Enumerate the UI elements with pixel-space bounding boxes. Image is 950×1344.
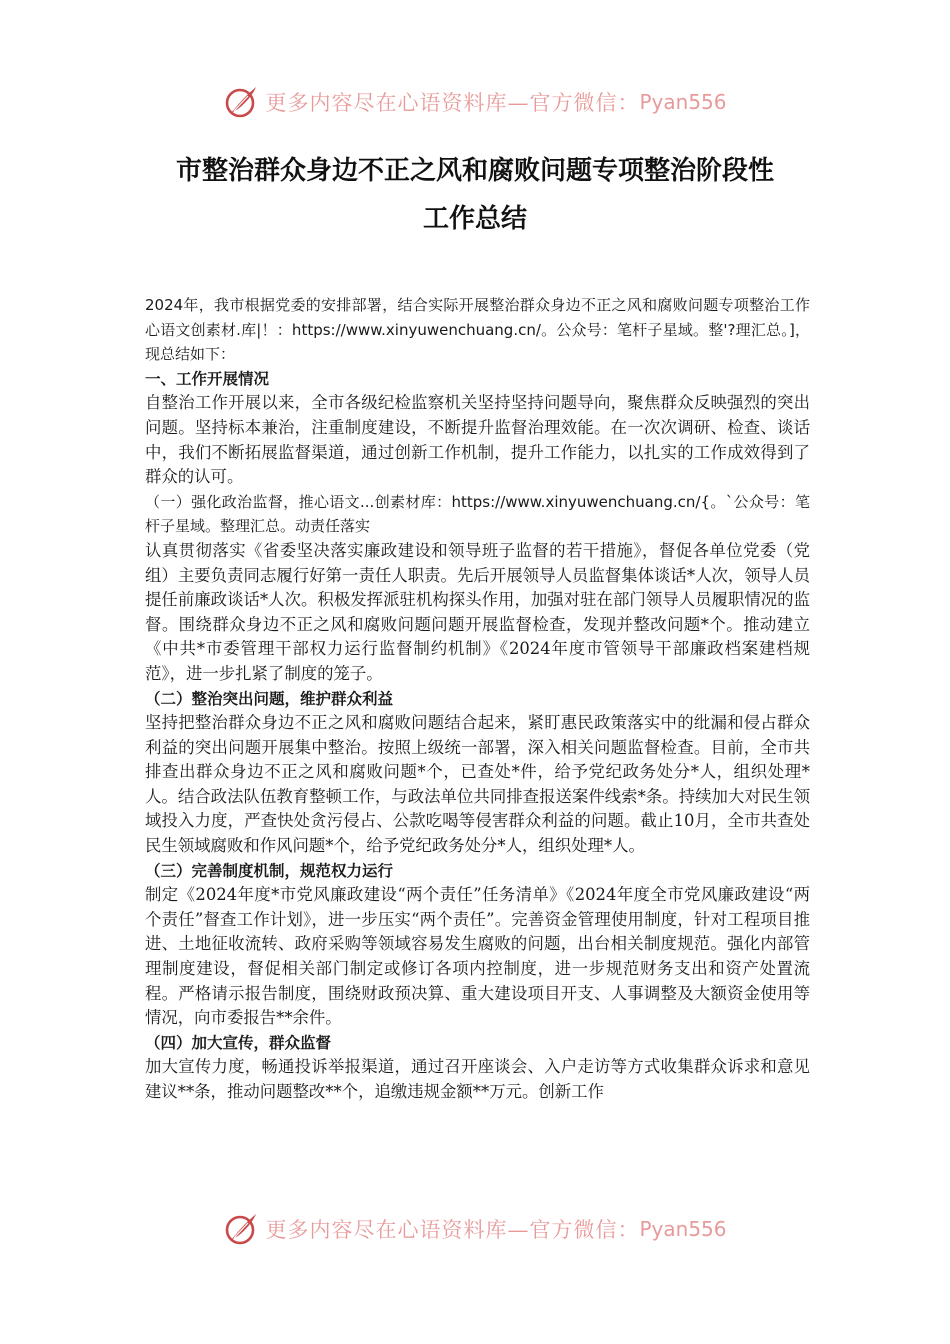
quill-pen-logo-icon: [223, 84, 259, 120]
watermark-wechat-id: Pyan556: [639, 1217, 727, 1241]
subsection-heading-political-supervision: （一）强化政治监督，推心语文...创素材库：https://www.xinyuwenchuang.cn/{。`公众号：笔杆子星域。整理汇总。动责任落实: [145, 492, 810, 536]
watermark-banner-bottom: [0, 1207, 950, 1251]
document-title-line1: 市整治群众身边不正之风和腐败问题专项整治阶段性: [175, 156, 774, 186]
subsection-heading-improve-mechanisms: （三）完善制度机制，规范权力运行: [145, 861, 394, 880]
document-body: [145, 293, 810, 1105]
document-title-line2: 工作总结: [422, 204, 527, 234]
watermark-text: 更多内容尽在心语资料库—官方微信：: [265, 91, 640, 115]
watermark-text: 更多内容尽在心语资料库—官方微信：: [265, 1218, 640, 1242]
subsection-heading-publicity: （四）加大宣传，群众监督: [145, 1033, 332, 1052]
subsection-heading-rectify-problems: （二）整治突出问题，维护群众利益: [145, 689, 394, 708]
document-title: [100, 147, 850, 243]
intro-paragraph: 2024年，我市根据党委的安排部署，结合实际开展整治群众身边不正之风和腐败问题专项整治工作心语文创素材.库|！：https://www.xinyuwenchuang.cn/。公众号：笔杆子星域。整'?理汇总。]，现总结如下：: [145, 296, 810, 364]
subsection-paragraph-rectify-problems: 坚持把整治群众身边不正之风和腐败问题结合起来，紧盯惠民政策落实中的纰漏和侵占群众利益的突出问题开展集中整治。按照上级统一部署，深入相关问题监督检查。目前，全市共排查出群众身边不正之风和腐败问题*个，已查处*件，给予党纪政务处分*人，组织处理*人。结合政法队伍教育整顿工作，与政法单位共同排查报送案件线索*条。持续加大对民生领域投入力度，严查快处贪污侵占、公款吃喝等侵害群众利益的问题。截止10月，全市共查处民生领域腐败和作风问题*个，给予党纪政务处分*人，组织处理*人。: [145, 713, 810, 856]
subsection-paragraph-publicity: 加大宣传力度，畅通投诉举报渠道，通过召开座谈会、入户走访等方式收集群众诉求和意见建议**条，推动问题整改**个，追缴违规金额**万元。创新工作: [145, 1057, 810, 1101]
watermark-wechat-id: Pyan556: [639, 90, 727, 114]
watermark-banner-top: [0, 80, 950, 124]
subsection-paragraph-political-supervision: 认真贯彻落实《省委坚决落实廉政建设和领导班子监督的若干措施》，督促各单位党委（党组）主要负责同志履行好第一责任人职责。先后开展领导人员监督集体谈话*人次，领导人员提任前廉政谈话*人次。积极发挥派驻机构探头作用，加强对驻在部门领导人员履职情况的监督。围绕群众身边不正之风和腐败问题问题开展监督检查，发现并整改问题*个。推动建立《中共*市委管理干部权力运行监督制约机制》《2024年度市管领导干部廉政档案建档规范》，进一步扎紧了制度的笼子。: [145, 540, 810, 683]
quill-pen-logo-icon: [223, 1211, 259, 1247]
subsection-paragraph-improve-mechanisms: 制定《2024年度*市党风廉政建设“两个责任”任务清单》《2024年度全市党风廉政建设“两个责任”督查工作计划》，进一步压实“两个责任”。完善资金管理使用制度，针对工程项目推进、土地征收流转、政府采购等领域容易发生腐败的问题，出台相关制度规范。强化内部管理制度建设，督促相关部门制定或修订各项内控制度，进一步规范财务支出和资产处置流程。严格请示报告制度，围绕财政预决算、重大建设项目开支、人事调整及大额资金使用等情况，向市委报告**余件。: [145, 885, 810, 1028]
section-heading-work-status: 一、工作开展情况: [145, 369, 270, 388]
section-paragraph-work-status: 自整治工作开展以来，全市各级纪检监察机关坚持坚持问题导向，聚焦群众反映强烈的突出问题。坚持标本兼治，注重制度建设，不断提升监督治理效能。在一次次调研、检查、谈话中，我们不断拓展监督渠道，通过创新工作机制，提升工作能力，以扎实的工作成效得到了群众的认可。: [145, 393, 810, 487]
